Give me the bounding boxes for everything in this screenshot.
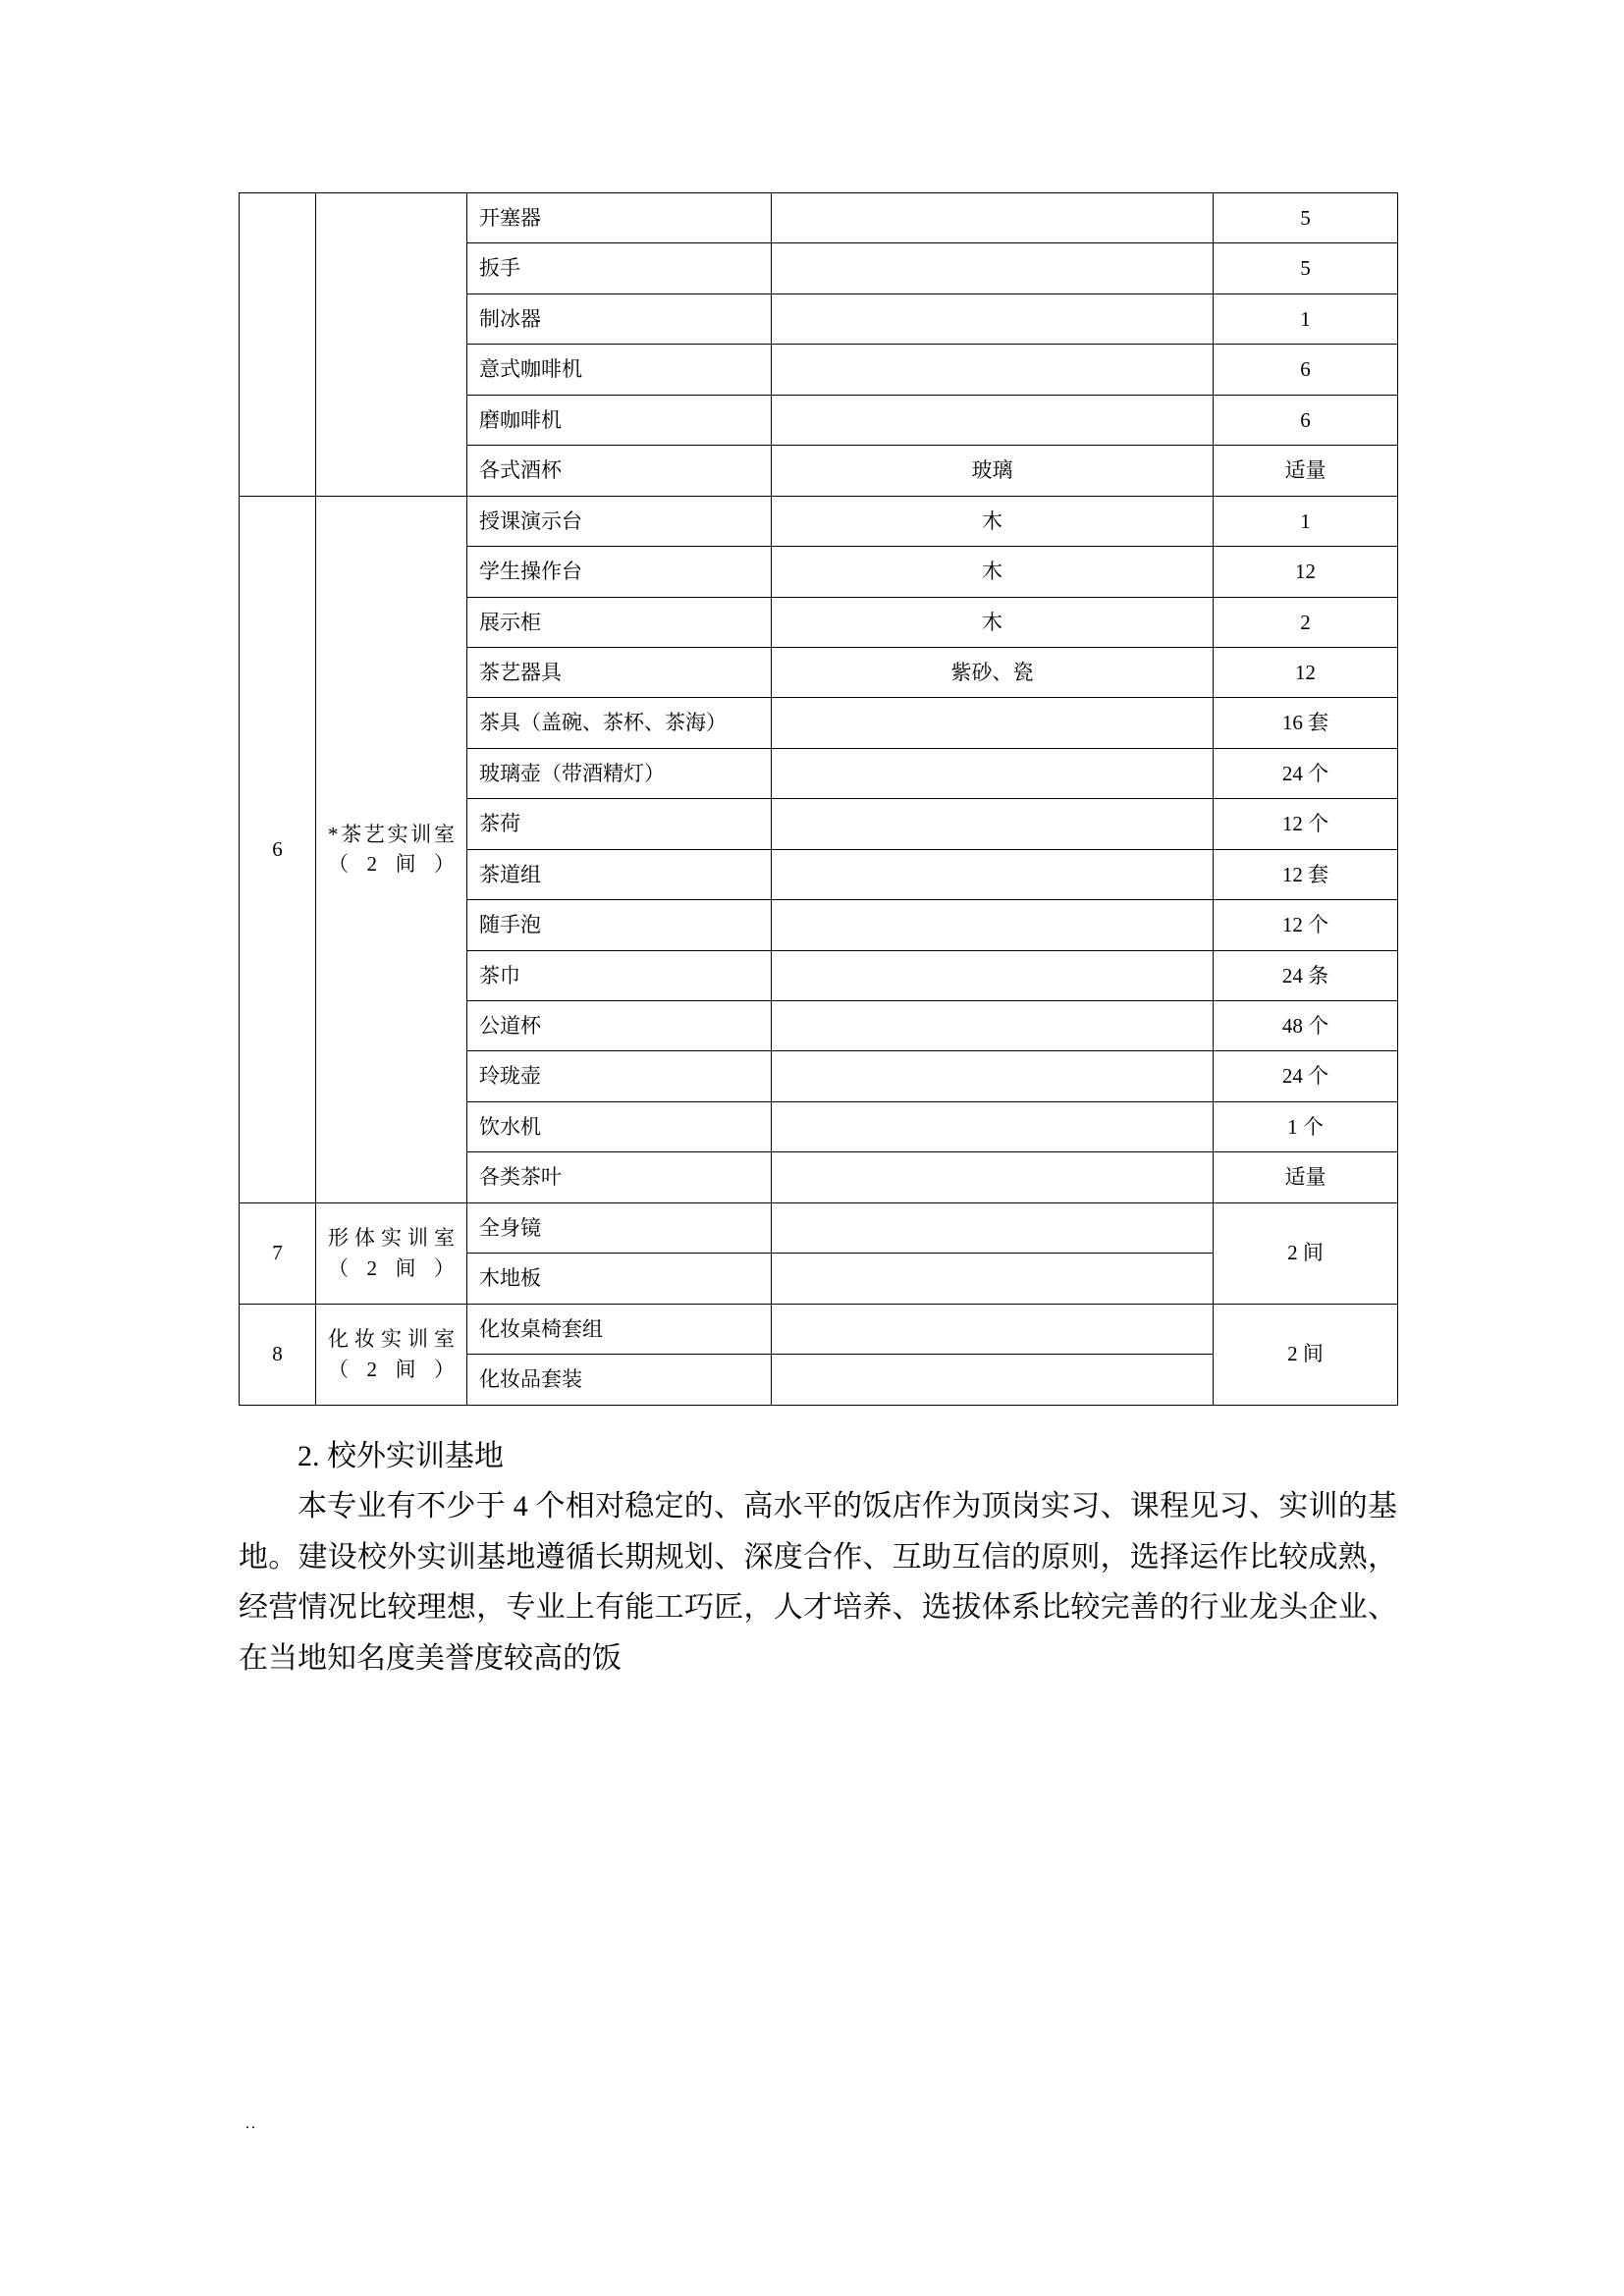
cell-item: 各类茶叶 xyxy=(467,1152,772,1202)
cell-material xyxy=(772,849,1214,899)
cell-quantity: 12 个 xyxy=(1214,799,1398,849)
cell-material: 木 xyxy=(772,597,1214,647)
cell-quantity: 12 套 xyxy=(1214,849,1398,899)
cell-quantity: 适量 xyxy=(1214,1152,1398,1202)
cell-material xyxy=(772,395,1214,445)
cell-material: 木 xyxy=(772,547,1214,597)
cell-item: 开塞器 xyxy=(467,193,772,243)
cell-item: 化妆品套装 xyxy=(467,1355,772,1405)
section-paragraph: 本专业有不少于 4 个相对稳定的、高水平的饭店作为顶岗实习、课程见习、实训的基地。建设校外实训基地遵循长期规划、深度合作、互助互信的原则，选择运作比较成熟，经营情况比较理想，专业上有能工巧匠，人才培养、选拔体系比较完善的行业龙头企业、在当地知名度美誉度较高的饭 xyxy=(239,1490,1397,1675)
cell-item: 展示柜 xyxy=(467,597,772,647)
cell-quantity: 1 个 xyxy=(1214,1101,1398,1151)
cell-material xyxy=(772,243,1214,294)
cell-group-room-tea: *茶艺实训室（2间） xyxy=(316,496,467,1202)
cell-quantity: 适量 xyxy=(1214,446,1398,496)
cell-material xyxy=(772,1202,1214,1253)
cell-material xyxy=(772,900,1214,950)
cell-item: 茶具（盖碗、茶杯、茶海） xyxy=(467,698,772,748)
cell-item: 公道杯 xyxy=(467,1001,772,1051)
cell-quantity: 2 间 xyxy=(1214,1202,1398,1304)
cell-item: 扳手 xyxy=(467,243,772,294)
cell-material: 紫砂、瓷 xyxy=(772,647,1214,697)
cell-group-room-blank xyxy=(316,193,467,497)
cell-quantity: 16 套 xyxy=(1214,698,1398,748)
cell-item: 茶巾 xyxy=(467,950,772,1000)
cell-quantity: 5 xyxy=(1214,193,1398,243)
cell-group-no-6: 6 xyxy=(240,496,316,1202)
cell-group-no-7: 7 xyxy=(240,1202,316,1304)
footer-mark: .. xyxy=(245,2115,257,2132)
cell-item: 化妆桌椅套组 xyxy=(467,1304,772,1354)
cell-group-room-makeup: 化妆实训室（2间） xyxy=(316,1304,467,1405)
cell-material: 木 xyxy=(772,496,1214,546)
cell-quantity: 1 xyxy=(1214,294,1398,344)
cell-quantity: 24 个 xyxy=(1214,748,1398,798)
page-content xyxy=(239,192,1397,1683)
body-section xyxy=(239,1431,1397,1684)
cell-material xyxy=(772,294,1214,344)
section-heading: 2. 校外实训基地 xyxy=(298,1439,504,1472)
cell-item: 意式咖啡机 xyxy=(467,345,772,395)
table-row xyxy=(240,1304,1398,1354)
cell-item: 全身镜 xyxy=(467,1202,772,1253)
cell-material xyxy=(772,748,1214,798)
training-room-equipment-table xyxy=(239,192,1398,1406)
cell-quantity: 5 xyxy=(1214,243,1398,294)
cell-item: 授课演示台 xyxy=(467,496,772,546)
table-row xyxy=(240,1202,1398,1253)
cell-material xyxy=(772,1101,1214,1151)
cell-material xyxy=(772,1304,1214,1354)
cell-group-no-8: 8 xyxy=(240,1304,316,1405)
cell-material xyxy=(772,345,1214,395)
cell-group-no-blank xyxy=(240,193,316,497)
cell-material xyxy=(772,1355,1214,1405)
cell-item: 茶荷 xyxy=(467,799,772,849)
cell-group-room-body: 形体实训室（2间） xyxy=(316,1202,467,1304)
cell-item: 饮水机 xyxy=(467,1101,772,1151)
cell-material xyxy=(772,1254,1214,1304)
cell-material xyxy=(772,799,1214,849)
table-row xyxy=(240,193,1398,243)
cell-material xyxy=(772,698,1214,748)
cell-quantity: 6 xyxy=(1214,345,1398,395)
cell-quantity: 24 个 xyxy=(1214,1051,1398,1101)
cell-item: 学生操作台 xyxy=(467,547,772,597)
cell-item: 木地板 xyxy=(467,1254,772,1304)
cell-material xyxy=(772,193,1214,243)
cell-item: 玲珑壶 xyxy=(467,1051,772,1101)
cell-material xyxy=(772,950,1214,1000)
cell-quantity: 6 xyxy=(1214,395,1398,445)
cell-material xyxy=(772,1001,1214,1051)
cell-item: 茶道组 xyxy=(467,849,772,899)
cell-quantity: 12 xyxy=(1214,647,1398,697)
cell-item: 茶艺器具 xyxy=(467,647,772,697)
cell-material xyxy=(772,1051,1214,1101)
cell-item: 玻璃壶（带酒精灯） xyxy=(467,748,772,798)
table-row xyxy=(240,496,1398,546)
cell-material: 玻璃 xyxy=(772,446,1214,496)
cell-item: 磨咖啡机 xyxy=(467,395,772,445)
cell-quantity: 2 间 xyxy=(1214,1304,1398,1405)
cell-quantity: 1 xyxy=(1214,496,1398,546)
cell-quantity: 12 xyxy=(1214,547,1398,597)
cell-material xyxy=(772,1152,1214,1202)
cell-quantity: 24 条 xyxy=(1214,950,1398,1000)
cell-quantity: 48 个 xyxy=(1214,1001,1398,1051)
cell-item: 制冰器 xyxy=(467,294,772,344)
cell-quantity: 12 个 xyxy=(1214,900,1398,950)
cell-item: 随手泡 xyxy=(467,900,772,950)
cell-quantity: 2 xyxy=(1214,597,1398,647)
cell-item: 各式酒杯 xyxy=(467,446,772,496)
